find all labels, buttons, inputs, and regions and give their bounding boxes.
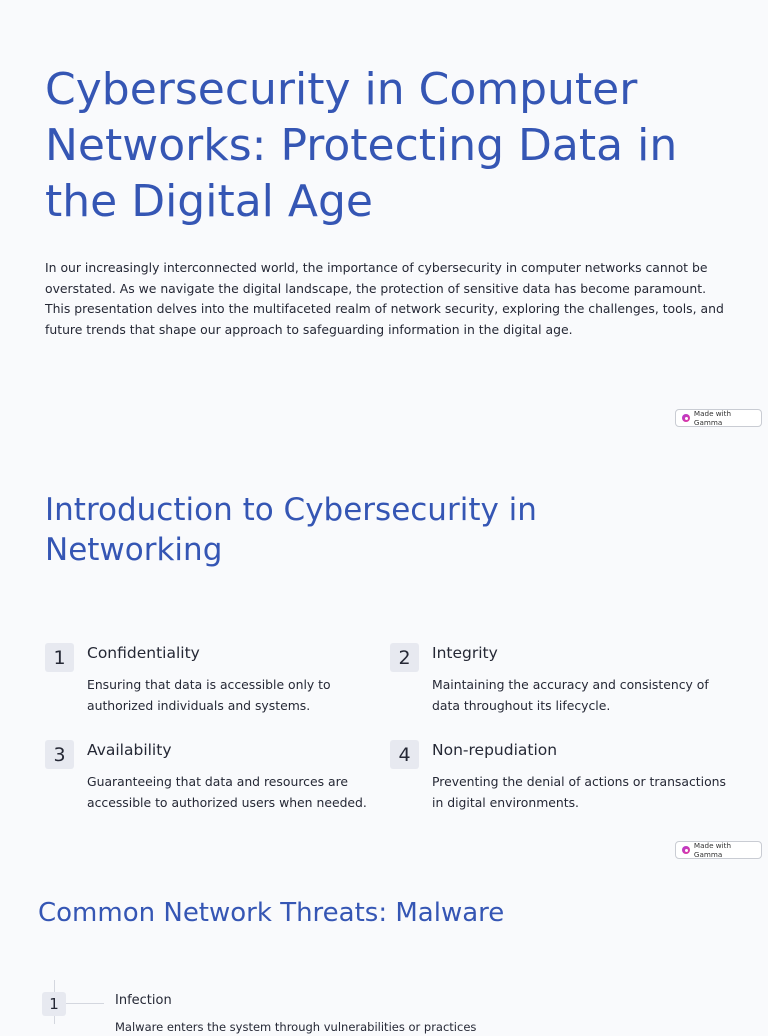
timeline-connector xyxy=(66,1003,104,1004)
gamma-logo-icon xyxy=(682,414,690,422)
pillar-title: Availability xyxy=(87,741,172,759)
pillar-number: 4 xyxy=(390,740,419,769)
timeline-step-title: Infection xyxy=(115,993,172,1008)
pillar-description: Maintaining the accuracy and consistency of data throughout its lifecycle. xyxy=(432,677,709,713)
slide-intro-paragraph: In our increasingly interconnected world, the importance of cybersecurity in computer networks cannot be overstated. As we navigate the digital landscape, the protection of sensitive data has become paramount. This presentation delves into the multifaceted realm of network security, exploring the challenges, tools, and future trends that shape our approach to safeguarding information in the digital age. xyxy=(45,260,724,337)
pillar-number: 2 xyxy=(390,643,419,672)
made-with-gamma-badge[interactable] xyxy=(675,409,762,427)
timeline-step-description: Malware enters the system through vulnerabilities or practices xyxy=(115,1020,477,1034)
timeline-step-number: 1 xyxy=(42,992,66,1016)
pillar-number: 3 xyxy=(45,740,74,769)
made-with-gamma-badge[interactable] xyxy=(675,841,762,859)
section-title: Introduction to Cybersecurity in Networking xyxy=(45,492,537,568)
pillar-title: Confidentiality xyxy=(87,644,200,662)
slide-title: Cybersecurity in Computer Networks: Protecting Data in the Digital Age xyxy=(45,64,678,227)
pillar-description: Guaranteeing that data and resources are accessible to authorized users when needed. xyxy=(87,774,367,810)
badge-label: Made with Gamma xyxy=(693,409,732,427)
badge-label: Made with Gamma xyxy=(693,841,732,859)
section-title: Common Network Threats: Malware xyxy=(38,898,505,928)
gamma-logo-icon xyxy=(682,846,690,854)
pillar-title: Integrity xyxy=(432,644,498,662)
pillar-description: Ensuring that data is accessible only to authorized individuals and systems. xyxy=(87,677,331,713)
pillar-title: Non-repudiation xyxy=(432,741,558,759)
pillar-description: Preventing the denial of actions or transactions in digital environments. xyxy=(432,774,726,810)
pillar-number: 1 xyxy=(45,643,74,672)
